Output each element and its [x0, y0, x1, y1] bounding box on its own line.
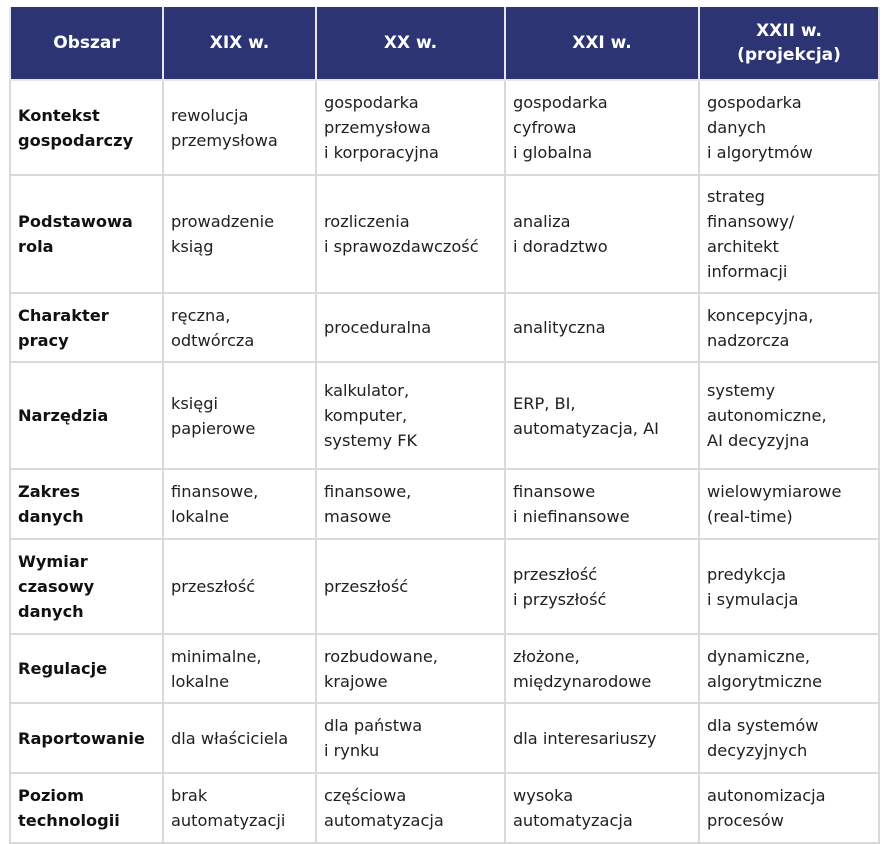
row-label: Raportowanie — [10, 703, 163, 773]
table-row — [10, 703, 879, 773]
table-cell: przeszłość — [316, 539, 505, 634]
row-label: Charakter pracy — [10, 293, 163, 362]
table-cell: częściowa automatyzacja — [316, 773, 505, 843]
table-cell: dla interesariuszy — [505, 703, 699, 773]
table-cell: wysoka automatyzacja — [505, 773, 699, 843]
table-body — [10, 80, 879, 843]
table-cell: gospodarka danych i algorytmów — [699, 80, 879, 175]
table-cell: systemy autonomiczne, AI decyzyjna — [699, 362, 879, 469]
table-cell: przeszłość i przyszłość — [505, 539, 699, 634]
header-row — [10, 7, 879, 80]
comparison-table-container — [9, 7, 878, 844]
table-cell: gospodarka cyfrowa i globalna — [505, 80, 699, 175]
row-label: Kontekst gospodarczy — [10, 80, 163, 175]
row-label: Poziom technologii — [10, 773, 163, 843]
table-row — [10, 469, 879, 539]
header-cell-19th-century: XIX w. — [163, 7, 316, 80]
table-row — [10, 293, 879, 362]
table-cell: przeszłość — [163, 539, 316, 634]
table-cell: rewolucja przemysłowa — [163, 80, 316, 175]
header-cell-20th-century: XX w. — [316, 7, 505, 80]
table-cell: koncepcyjna, nadzorcza — [699, 293, 879, 362]
table-cell: analiza i doradztwo — [505, 175, 699, 293]
table-cell: księgi papierowe — [163, 362, 316, 469]
table-row — [10, 773, 879, 843]
table-cell: złożone, międzynarodowe — [505, 634, 699, 703]
table-cell: analityczna — [505, 293, 699, 362]
table-cell: prowadzenie ksiąg — [163, 175, 316, 293]
table-cell: predykcja i symulacja — [699, 539, 879, 634]
row-label: Podstawowa rola — [10, 175, 163, 293]
row-label: Narzędzia — [10, 362, 163, 469]
table-cell: dla systemów decyzyjnych — [699, 703, 879, 773]
header-cell-area: Obszar — [10, 7, 163, 80]
header-cell-21st-century: XXI w. — [505, 7, 699, 80]
table-cell: kalkulator, komputer, systemy FK — [316, 362, 505, 469]
table-row — [10, 80, 879, 175]
table-cell: proceduralna — [316, 293, 505, 362]
table-cell: finansowe i niefinansowe — [505, 469, 699, 539]
table-cell: dla państwa i rynku — [316, 703, 505, 773]
table-row — [10, 175, 879, 293]
table-cell: dla właściciela — [163, 703, 316, 773]
table-cell: dynamiczne, algorytmiczne — [699, 634, 879, 703]
table-cell: autonomizacja procesów — [699, 773, 879, 843]
table-cell: strateg finansowy/ architekt informacji — [699, 175, 879, 293]
table-cell: rozbudowane, krajowe — [316, 634, 505, 703]
table-cell: minimalne, lokalne — [163, 634, 316, 703]
table-cell: gospodarka przemysłowa i korporacyjna — [316, 80, 505, 175]
table-row — [10, 539, 879, 634]
table-cell: finansowe, masowe — [316, 469, 505, 539]
table-cell: ERP, BI, automatyzacja, AI — [505, 362, 699, 469]
table-header — [10, 7, 879, 80]
comparison-table — [9, 7, 880, 844]
table-row — [10, 634, 879, 703]
row-label: Wymiar czasowy danych — [10, 539, 163, 634]
header-cell-22nd-century: XXII w. (projekcja) — [699, 7, 879, 80]
row-label: Zakres danych — [10, 469, 163, 539]
table-row — [10, 362, 879, 469]
row-label: Regulacje — [10, 634, 163, 703]
table-cell: wielowymiarowe (real-time) — [699, 469, 879, 539]
table-cell: rozliczenia i sprawozdawczość — [316, 175, 505, 293]
table-cell: brak automatyzacji — [163, 773, 316, 843]
table-cell: ręczna, odtwórcza — [163, 293, 316, 362]
table-cell: finansowe, lokalne — [163, 469, 316, 539]
